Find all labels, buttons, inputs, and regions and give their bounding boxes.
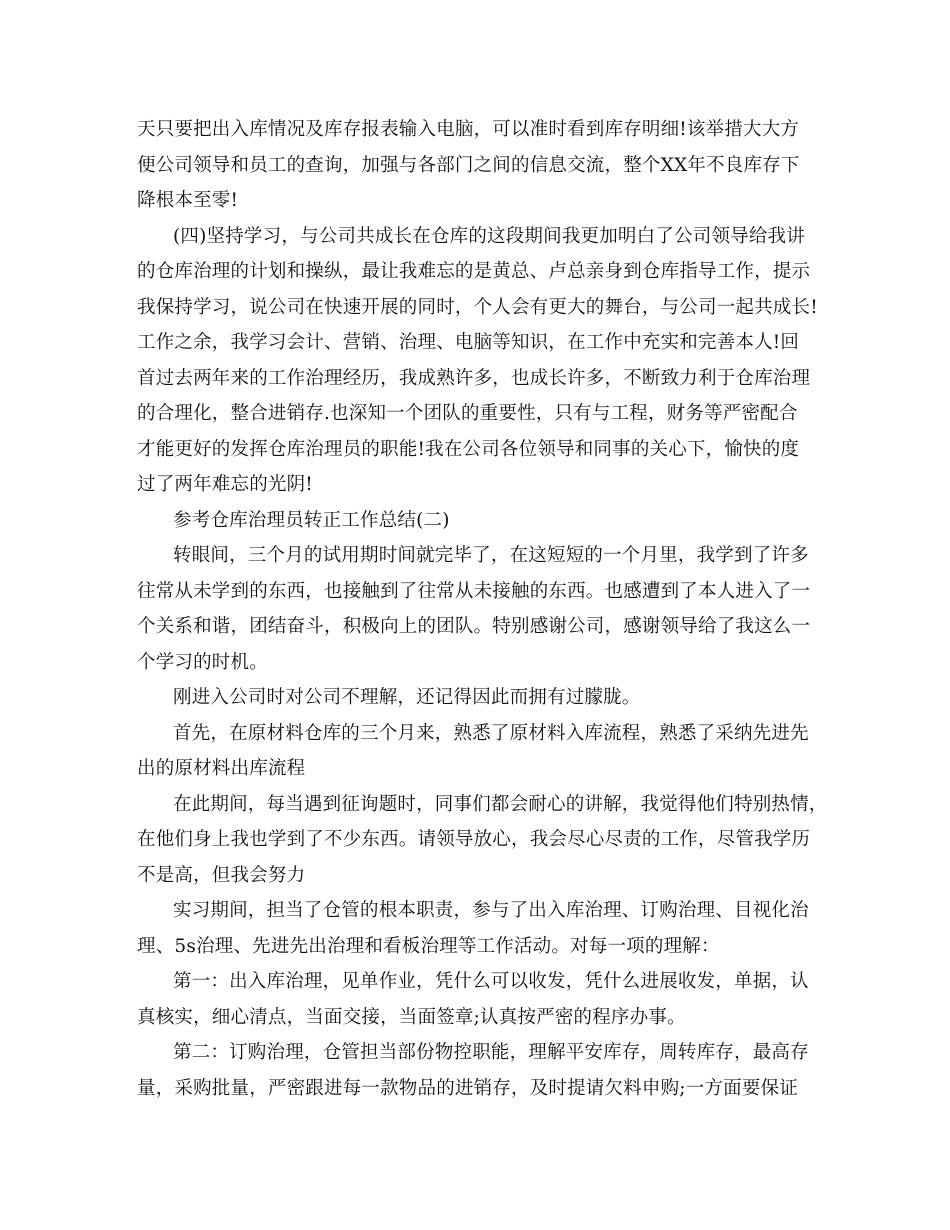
text-line: 首过去两年来的工作治理经历，我成熟许多，也成长许多，不断致力利于仓库治理 xyxy=(137,367,811,389)
text-line: 在此期间，每当遇到征询题时，同事们都会耐心的讲解，我觉得他们特别热情， xyxy=(173,793,828,815)
text-line: 我保持学习，说公司在快速开展的同时，个人会有更大的舞台，与公司一起共成长! xyxy=(137,296,818,318)
text-line: 理、5s治理、先进先出治理和看板治理等工作活动。对每一项的理解： xyxy=(137,935,720,957)
text-line: 天只要把出入库情况及库存报表输入电脑，可以准时看到库存明细!该举措大大方 xyxy=(137,119,800,140)
text-line: 的合理化，整合进销存.也深知一个团队的重要性，只有与工程，财务等严密配合 xyxy=(137,403,798,424)
text-line: 个关系和谐，团结奋斗，积极向上的团队。特别感谢公司，感谢领导给了我这么一 xyxy=(137,616,811,637)
text-line: 过了两年难忘的光阴! xyxy=(137,474,313,495)
text-line: 往常从未学到的东西，也接触到了往常从未接触的东西。也感遭到了本人进入了一 xyxy=(137,580,811,602)
text-line: 量，采购批量，严密跟进每一款物品的进销存，及时提请欠料申购;一方面要保证 xyxy=(137,1077,798,1099)
text-line: 出的原材料出库流程 xyxy=(137,758,306,779)
text-line: 在他们身上我也学到了不少东西。请领导放心，我会尽心尽责的工作，尽管我学历 xyxy=(137,829,811,850)
text-line: 参考仓库治理员转正工作总结(二) xyxy=(173,509,450,531)
text-line: (四)坚持学习，与公司共成长在仓库的这段期间我更加明白了公司领导给我讲 xyxy=(173,225,805,247)
text-line: 实习期间，担当了仓管的根本职责，参与了出入库治理、订购治理、目视化治 xyxy=(173,900,809,921)
text-line: 第二：订购治理，仓管担当部份物控职能，理解平安库存，周转库存，最高存 xyxy=(173,1042,809,1063)
text-line: 工作之余，我学习会计、营销、治理、电脑等知识，在工作中充实和完善本人!回 xyxy=(137,332,800,353)
text-line: 首先，在原材料仓库的三个月来，熟悉了原材料入库流程，熟悉了采纳先进先 xyxy=(173,722,809,744)
text-line: 转眼间，三个月的试用期时间就完毕了，在这短短的一个月里，我学到了许多 xyxy=(173,545,809,566)
text-line: 刚进入公司时对公司不理解，还记得因此而拥有过朦胧。 xyxy=(173,687,641,708)
text-line: 不是高，但我会努力 xyxy=(137,864,306,886)
text-line: 个学习的时机。 xyxy=(137,651,268,673)
text-line: 的仓库治理的计划和操纵，最让我难忘的是黄总、卢总亲身到仓库指导工作，提示 xyxy=(137,261,811,282)
text-line: 才能更好的发挥仓库治理员的职能!我在公司各位领导和同事的关心下，愉快的度 xyxy=(137,438,800,460)
text-line: 真核实，细心清点，当面交接，当面签章;认真按严密的程序办事。 xyxy=(137,1006,686,1028)
text-line: 便公司领导和员工的查询，加强与各部门之间的信息交流，整个XX年不良库存下 xyxy=(137,154,800,176)
text-line: 降根本至零! xyxy=(137,190,239,211)
document-body xyxy=(137,112,837,1106)
text-line: 第一：出入库治理，见单作业，凭什么可以收发，凭什么进展收发，单据，认 xyxy=(173,971,809,992)
